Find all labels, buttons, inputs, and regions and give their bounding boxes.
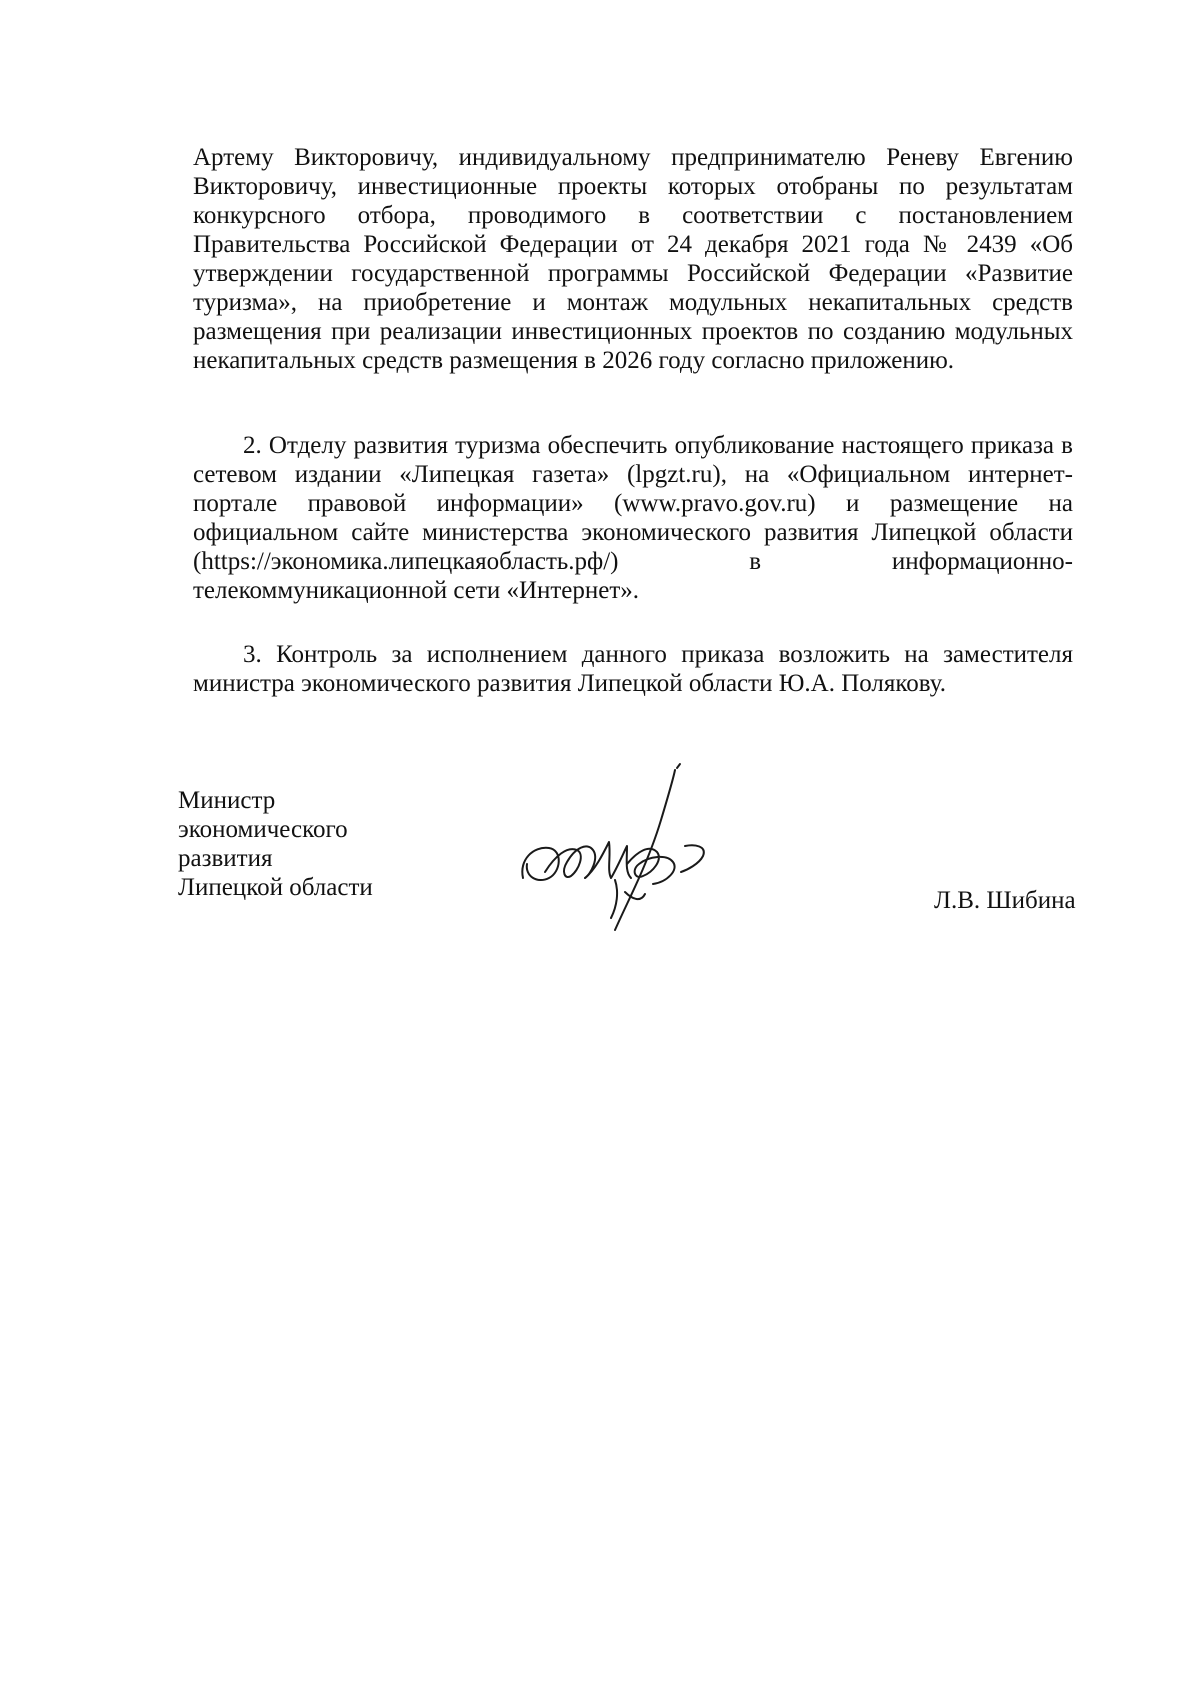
paragraph-3: 3. Контроль за исполнением данного приказа возложить на заместителя министра экономического развития Липецкой области Ю.А. Полякову.: [193, 641, 1073, 697]
position-line-2: экономического: [178, 816, 348, 843]
handwritten-signature-icon: [515, 760, 735, 950]
signatory-position: [178, 786, 398, 902]
position-line-3: развития: [178, 845, 273, 872]
paragraph-1: Артему Викторовичу, индивидуальному предпринимателю Реневу Евгению Викторовичу, инвестиционные проекты которых отобраны по результатам конкурсного отбора, проводимого в соответствии с постановлением Правительства Российской Федерации от 24 декабря 2021 года № 2439 «Об утверждении государственной программы Российской Федерации «Развитие туризма», на приобретение и монтаж модульных некапитальных средств размещения при реализации инвестиционных проектов по созданию модульных некапитальных средств размещения в 2026 году согласно приложению.: [193, 144, 1073, 374]
signer-name: Л.В. Шибина: [934, 887, 1076, 914]
position-line-4: Липецкой области: [178, 874, 373, 901]
position-line-1: Министр: [178, 787, 276, 814]
paragraph-2: 2. Отделу развития туризма обеспечить опубликование настоящего приказа в сетевом издании «Липецкая газета» (lpgzt.ru), на «Официальном интернет-портале правовой информации» (www.pravo.gov.ru) и размещение на официальном сайте министерства экономического развития Липецкой области (https://экономика.липецкаяобласть.рф/) в информационно-телекоммуникационной сети «Интернет».: [193, 432, 1073, 604]
